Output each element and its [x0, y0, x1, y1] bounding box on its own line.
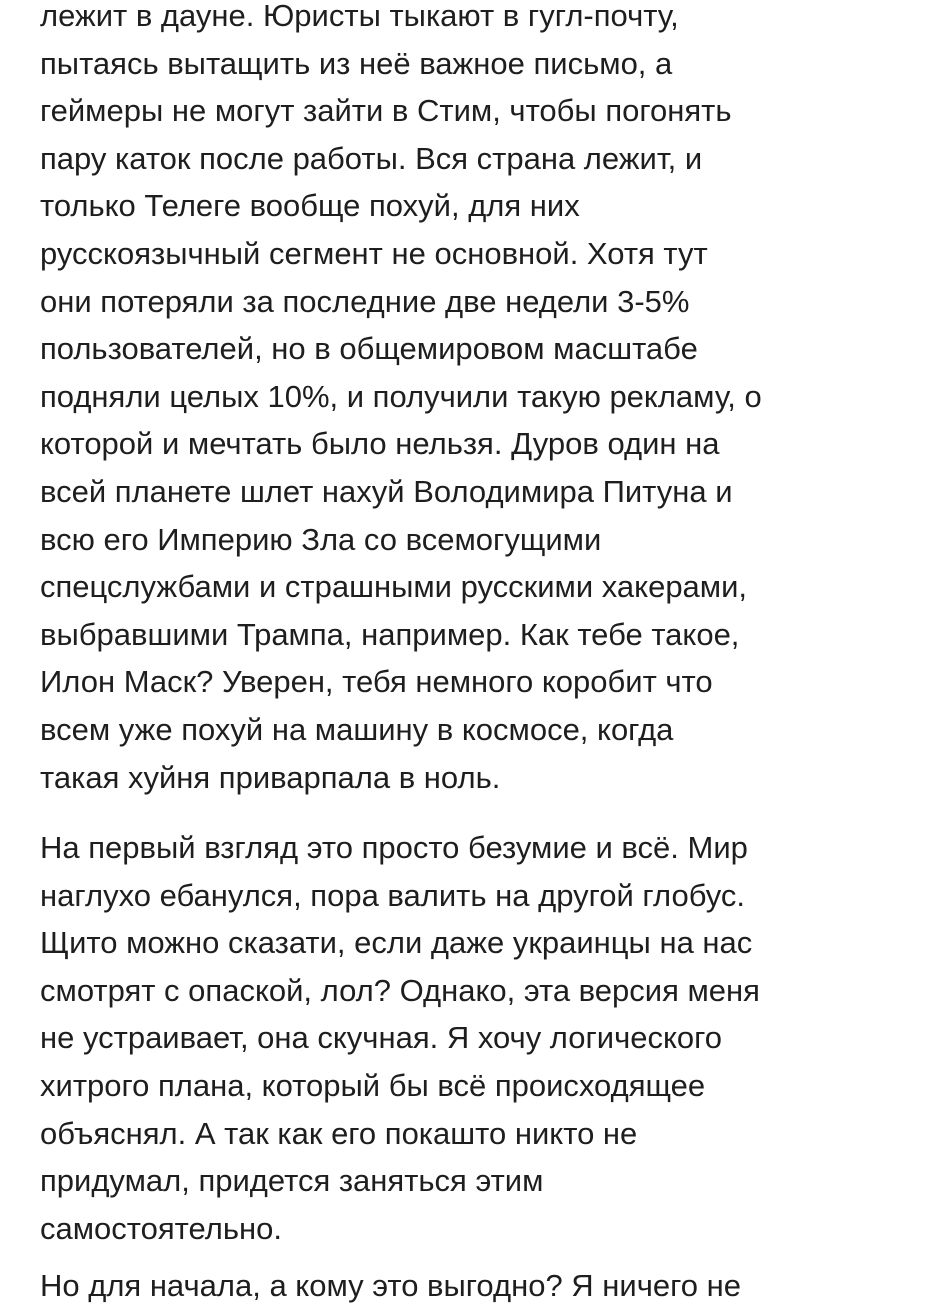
text-line: Но для начала, а кому это выгодно? Я ничего не	[40, 1268, 741, 1303]
text-line: выбравшими Трампа, например. Как тебе такое,	[40, 616, 740, 652]
text-line: не устраивает, она скучная. Я хочу логического	[40, 1020, 723, 1056]
text-line: они потеряли за последние две недели 3-5%	[40, 283, 690, 319]
text-line: всю его Империю Зла со всемогущими	[40, 521, 602, 557]
text-line: которой и мечтать было нельзя. Дуров один на	[40, 426, 720, 462]
text-line: самостоятельно.	[40, 1210, 282, 1246]
paragraph-2	[40, 824, 910, 1252]
text-line: лежит в дауне. Юристы тыкают в гугл-почту,	[40, 0, 679, 33]
text-line: такая хуйня приварпала в ноль.	[40, 759, 501, 795]
text-line: всем уже похуй на машину в космосе, когда	[40, 711, 674, 747]
text-line: смотрят с опаской, лол? Однако, эта версия меня	[40, 972, 760, 1008]
text-line: придумал, придется заняться этим	[40, 1163, 544, 1199]
text-line: подняли целых 10%, и получили такую рекламу, о	[40, 378, 762, 414]
paragraph-3	[40, 1262, 910, 1310]
text-line: спецслужбами и страшными русскими хакерами,	[40, 569, 748, 605]
text-line: Щито можно сказати, если даже украинцы на нас	[40, 925, 753, 961]
text-line: пытаясь вытащить из неё важное письмо, а	[40, 45, 673, 81]
text-line: только Телеге вообще похуй, для них	[40, 188, 580, 224]
text-line: русскоязычный сегмент не основной. Хотя тут	[40, 235, 708, 271]
text-line: Илон Маск? Уверен, тебя немного коробит что	[40, 664, 713, 700]
text-line: пару каток после работы. Вся страна лежит, и	[40, 140, 703, 176]
text-line: объяснял. А так как его покашто никто не	[40, 1115, 638, 1151]
paragraph-1	[40, 0, 910, 801]
text-line: пользователей, но в общемировом масштабе	[40, 331, 698, 367]
text-line: хитрого плана, который бы всё происходящее	[40, 1067, 706, 1103]
text-line: геймеры не могут зайти в Стим, чтобы погонять	[40, 93, 732, 129]
text-line: всей планете шлет нахуй Володимира Питуна и	[40, 473, 733, 509]
text-line: На первый взгляд это просто безумие и всё. Мир	[40, 830, 748, 865]
text-line: наглухо ебанулся, пора валить на другой глобус.	[40, 877, 746, 913]
